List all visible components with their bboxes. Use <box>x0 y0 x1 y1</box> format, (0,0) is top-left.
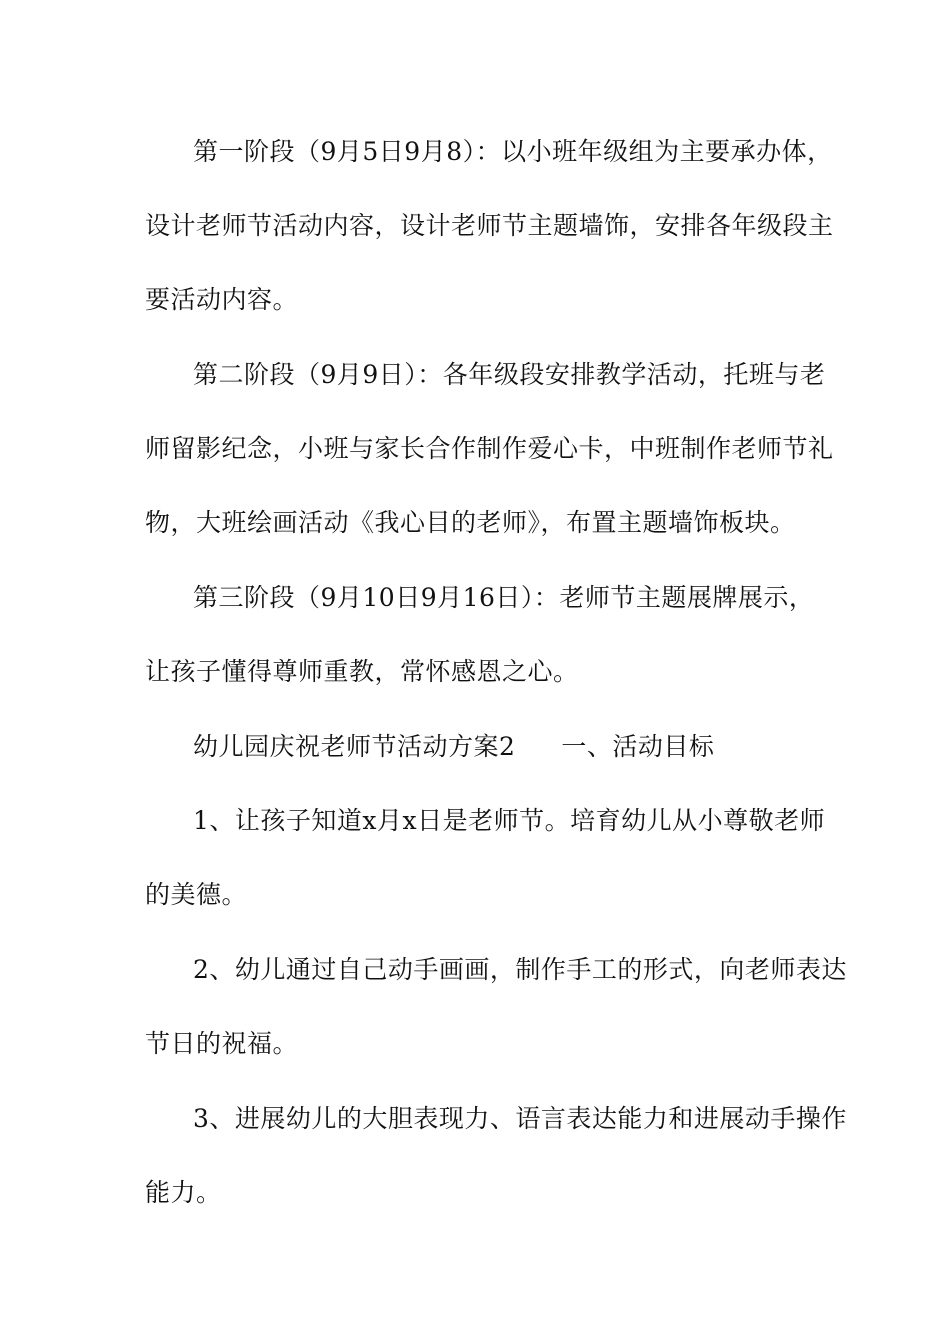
list-item-line: 1、让孩子知道x月x日是老师节。培育幼儿从小尊敬老师 <box>193 806 826 835</box>
paragraph-line: 第一阶段（9月5日9月8）：以小班年级组为主要承办体， <box>193 137 833 166</box>
list-item-line: 2、幼儿通过自己动手画画，制作手工的形式，向老师表达 <box>193 955 847 984</box>
paragraph-line: 要活动内容。 <box>145 285 299 314</box>
section-heading-line <box>193 731 714 763</box>
list-item-line: 3、进展幼儿的大胆表现力、语言表达能力和进展动手操作 <box>193 1104 847 1133</box>
paragraph-line: 第三阶段（9月10日9月16日）：老师节主题展牌展示， <box>193 583 815 612</box>
paragraph-line: 第二阶段（9月9日）：各年级段安排教学活动，托班与老 <box>193 360 826 389</box>
paragraph-line: 设计老师节活动内容，设计老师节主题墙饰，安排各年级段主 <box>145 211 834 240</box>
paragraph-line: 师留影纪念，小班与家长合作制作爱心卡，中班制作老师节礼 <box>145 434 834 463</box>
list-item-line: 能力。 <box>145 1178 222 1207</box>
paragraph-line: 物，大班绘画活动《我心目的老师》，布置主题墙饰板块。 <box>145 508 796 537</box>
paragraph-line: 让孩子懂得尊师重教，常怀感恩之心。 <box>145 657 579 686</box>
list-item-line: 节日的祝福。 <box>145 1029 299 1058</box>
list-item-line: 的美德。 <box>145 880 248 909</box>
plan-title: 幼儿园庆祝老师节活动方案2 <box>193 732 516 761</box>
section-heading: 一、活动目标 <box>561 732 715 761</box>
